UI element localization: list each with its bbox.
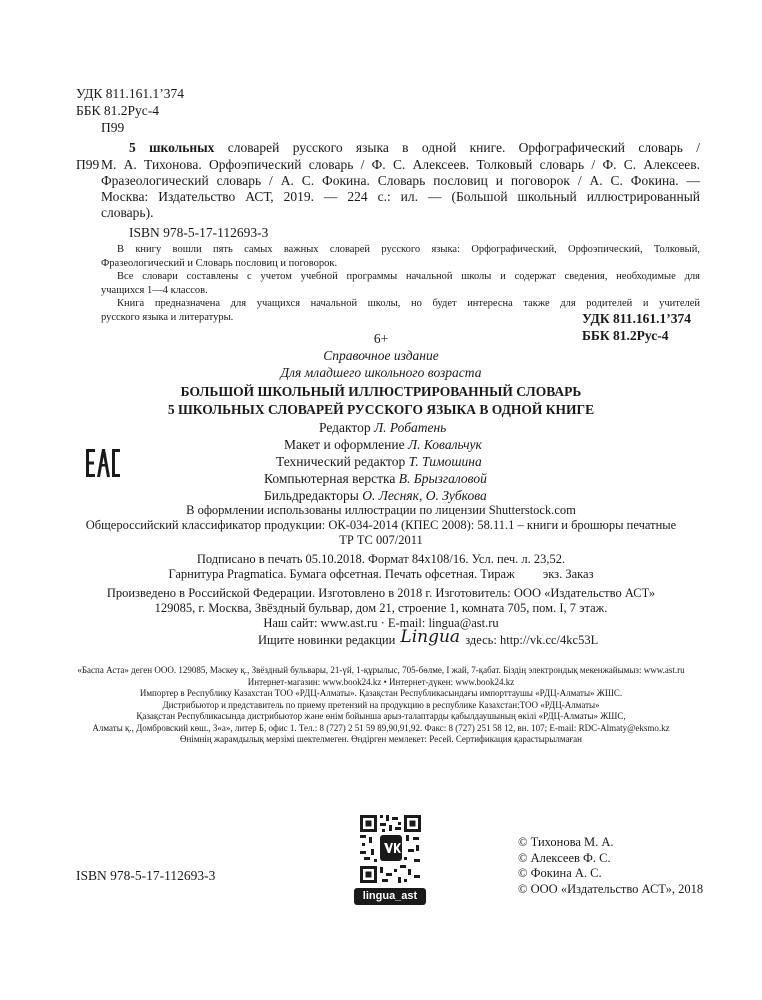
credit-person: В. Брызгаловой	[398, 471, 487, 486]
copyright-line: © Алексеев Ф. С.	[518, 850, 611, 865]
author-mark: П99	[101, 120, 125, 135]
bottom-isbn: ISBN 978-5-17-112693-3	[76, 868, 216, 883]
copyright-block	[518, 835, 703, 897]
qr-caption: lingua_ast	[354, 888, 426, 905]
qr-code-graphic	[358, 813, 423, 885]
description-line: Книга предназначена для учащихся начальной школы, но будет интересна также для родителей и учителей	[117, 298, 700, 309]
kz-line: Өнімнің жарамдылық мерзімі шектелмеген. Өндірген мемлекет: Ресей. Сертификация қарастырылмаған	[180, 734, 582, 744]
age-rating: 6+	[373, 331, 389, 346]
lingua-before: Ищите новинки редакции	[258, 633, 396, 647]
annotation-line: словарь).	[101, 205, 154, 220]
credit-person: Л. Ковальчук	[407, 437, 482, 452]
imprint-illustrations: В оформлении использованы иллюстрации по лицензии Shutterstock.com	[186, 503, 576, 517]
credit-layout	[284, 437, 482, 453]
annotation-line: Фразеологический словарь / А. С. Фокина. Словарь пословиц и поговорок / А. С. Фокина. —	[101, 173, 700, 188]
kz-line: Дистрибьютор и представитель по приему претензий на продукцию в республике Казахстан:ТОО «РДЦ-Алматы»	[162, 699, 600, 710]
annotation-mark: П99	[76, 157, 100, 172]
annotation-lines	[101, 157, 700, 221]
udk-code-right: УДК 811.161.1’374	[582, 311, 691, 326]
imprint-signed: Подписано в печать 05.10.2018. Формат 84х108/16. Усл. печ. л. 23,52.	[196, 552, 566, 566]
lingua-logo: Lingua	[400, 627, 461, 647]
udk-code: УДК 811.161.1’374	[76, 86, 185, 101]
credit-tech-editor	[276, 454, 482, 470]
bbk-code: ББК 81.2Рус-4	[76, 103, 160, 118]
annotation-isbn: ISBN 978-5-17-112693-3	[129, 225, 269, 240]
description-line: учащихся 1—4 классов.	[101, 284, 208, 296]
credit-person: О. Лесняк, О. Зубкова	[362, 488, 487, 503]
qr-code-icon[interactable]	[358, 813, 423, 885]
copyright-line: © ООО «Издательство АСТ», 2018	[518, 881, 704, 896]
credit-typesetting	[264, 471, 487, 487]
bbk-code-right: ББК 81.2Рус-4	[582, 328, 669, 343]
annotation-line: М. А. Тихонова. Орфоэпический словарь / Ф. С. Алексеев. Толковый словарь / Ф. С. Алексеев.	[101, 157, 700, 172]
edition-type: Справочное издание	[323, 348, 439, 363]
description-line: Фразеологический и Словарь пословиц и поговорок.	[101, 257, 338, 269]
credit-role: Редактор	[319, 420, 374, 435]
credit-role: Компьютерная верстка	[264, 471, 399, 486]
credit-editor	[319, 420, 446, 436]
book-title: 5 ШКОЛЬНЫХ СЛОВАРЕЙ РУССКОГО ЯЗЫКА В ОДНОЙ КНИГЕ	[167, 402, 595, 417]
kz-line: Алматы қ., Домбровский көш., 3«а», литер Б, офис 1. Тел.: 8 (727) 2 51 59 89,90,91,92. Факс: 8 (727) 251 58 12, вн. 107; E-mail: RDC-Almaty@eksmo.kz	[92, 722, 670, 733]
kz-block	[0, 665, 762, 746]
imprint-address: 129085, г. Москва, Звёздный бульвар, дом 21, строение 1, комната 705, пом. I, 7 этаж.	[154, 601, 608, 615]
credit-photo-editors	[264, 488, 487, 504]
annotation-lead-rest: словарей русского языка в одной книге. Орфографический словарь /	[214, 140, 700, 155]
credit-role: Макет и оформление	[284, 437, 408, 452]
description-line: Все словари составлены с учетом учебной программы начальной школы и содержат сведения, необходимые для	[117, 271, 700, 282]
copyright-line: © Тихонова М. А.	[518, 835, 614, 849]
credit-person: Л. Робатень	[373, 420, 447, 435]
credit-role: Бильдредакторы	[264, 488, 363, 503]
kz-line: Қазақстан Республикасында дистрибьютор және өнім бойынша арыз-талаптарды қабылдаушының өкілі «РДЦ-Алматы» ЖШС,	[136, 711, 626, 721]
imprint-site: Наш сайт: www.ast.ru · E-mail: lingua@ast.ru	[263, 616, 499, 630]
lingua-after: здесь: http://vk.cc/4kc53L	[465, 633, 599, 647]
description-line: русского языка и литературы.	[101, 311, 234, 323]
audience: Для младшего школьного возраста	[280, 365, 482, 380]
eac-mark-icon	[86, 449, 120, 477]
description-line: В книгу вошли пять самых важных словарей русского языка: Орфографический, Орфоэпический, Толковый,	[117, 244, 700, 255]
copyright-line: © Фокина А. С.	[518, 866, 602, 880]
imprint-okp: Общероссийский классификатор продукции: ОК-034-2014 (КПЕС 2008): 58.11.1 – книги и брошюры печатные	[85, 518, 677, 532]
lingua-line	[258, 628, 598, 654]
annotation-text	[129, 140, 700, 156]
imprint-tr: ТР ТС 007/2011	[339, 533, 423, 547]
kz-line: «Баспа Аста» деген ООО. 129085, Мәскеу қ., Звёздный бульвары, 21-үй, 1-құрылыс, 705-бөлме, I жай, 7-қабат. Біздің электрондық мекенжайымыз: www.ast.ru	[77, 665, 685, 675]
kz-line: Импортер в Республику Казахстан ТОО «РДЦ-Алматы». Қазақстан Республикасындағы импорттаушы «РДЦ-Алматы» ЖШС.	[139, 688, 623, 698]
credit-role: Технический редактор	[276, 454, 409, 469]
annotation-line: Москва: Издательство АСТ, 2019. — 224 с.: ил. — (Большой школьный иллюстрированный	[101, 189, 700, 204]
annotation-lead-bold: 5 школьных	[129, 140, 215, 155]
imprint-typeface: Гарнитура Pragmatica. Бумага офсетная. Печать офсетная. Тираж экз. Заказ	[168, 567, 594, 581]
credit-person: Т. Тимошина	[408, 454, 482, 469]
kz-line: Интернет-магазин: www.book24.kz • Интернет-дүкен: www.book24.kz	[247, 676, 515, 687]
series-title: БОЛЬШОЙ ШКОЛЬНЫЙ ИЛЛЮСТРИРОВАННЫЙ СЛОВАРЬ	[180, 384, 582, 399]
imprint-produced: Произведено в Российской Федерации. Изготовлено в 2018 г. Изготовитель: ООО «Издательство АСТ»	[106, 586, 656, 600]
